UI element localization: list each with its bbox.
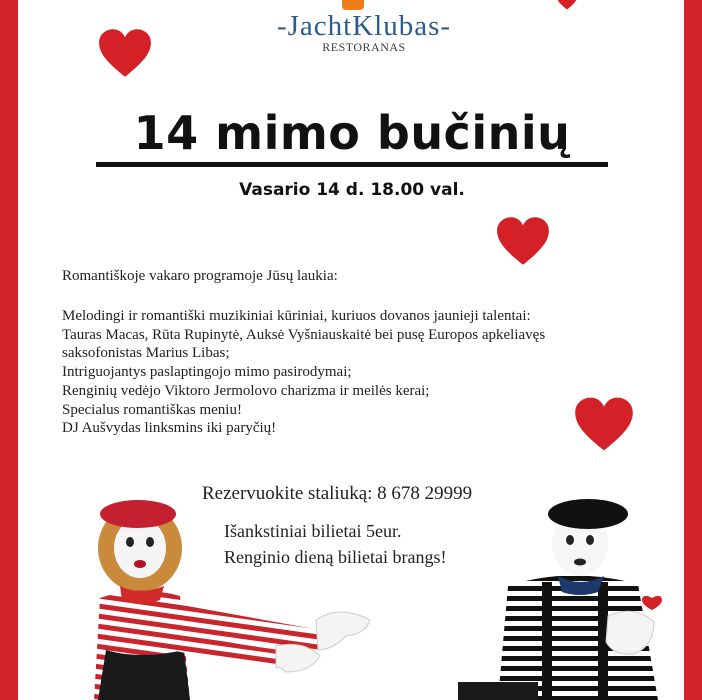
program-intro: Romantiškoje vakaro programoje Jūsų laukia: — [62, 268, 338, 284]
logo-mark — [342, 0, 364, 10]
event-date: Vasario 14 d. 18.00 val. — [239, 180, 465, 200]
program-line: saksofonistas Marius Libas; — [62, 345, 230, 362]
title-underline — [96, 162, 608, 167]
heart-icon — [98, 28, 152, 78]
mime-man-illustration — [458, 496, 684, 700]
heart-icon — [496, 216, 550, 266]
logo — [234, 0, 494, 60]
logo-name: -JachtKlubas- — [276, 10, 452, 42]
logo-subtitle: RESTORANAS — [322, 40, 406, 54]
heart-icon — [550, 0, 584, 10]
mime-woman-illustration — [80, 500, 380, 700]
program-line: Intriguojantys paslaptingojo mimo pasirodymai; — [62, 364, 352, 381]
reservation-text: Rezervuokite staliuką: 8 678 29999 — [202, 483, 473, 504]
event-title: 14 mimo bučinių — [133, 106, 571, 160]
program-line: Specialus romantiškas meniu! — [62, 401, 242, 418]
program-line: Renginių vedėjo Viktoro Jermolovo charizma ir meilės kerai; — [62, 382, 430, 399]
program-line: DJ Aušvydas linksmins iki paryčių! — [62, 420, 277, 437]
poster — [18, 0, 684, 700]
program-list — [62, 307, 662, 438]
ticket-line: Renginio dieną bilietai brangs! — [224, 547, 447, 567]
program-line: Melodingi ir romantiški muzikiniai kūriniai, kuriuos dovanos jaunieji talentai: — [62, 308, 531, 324]
program-line: Tauras Macas, Rūta Rupinytė, Auksė Vyšniauskaitė bei pusę Europos apkeliavęs — [62, 326, 546, 343]
ticket-line: Išankstiniai bilietai 5eur. — [224, 521, 402, 541]
